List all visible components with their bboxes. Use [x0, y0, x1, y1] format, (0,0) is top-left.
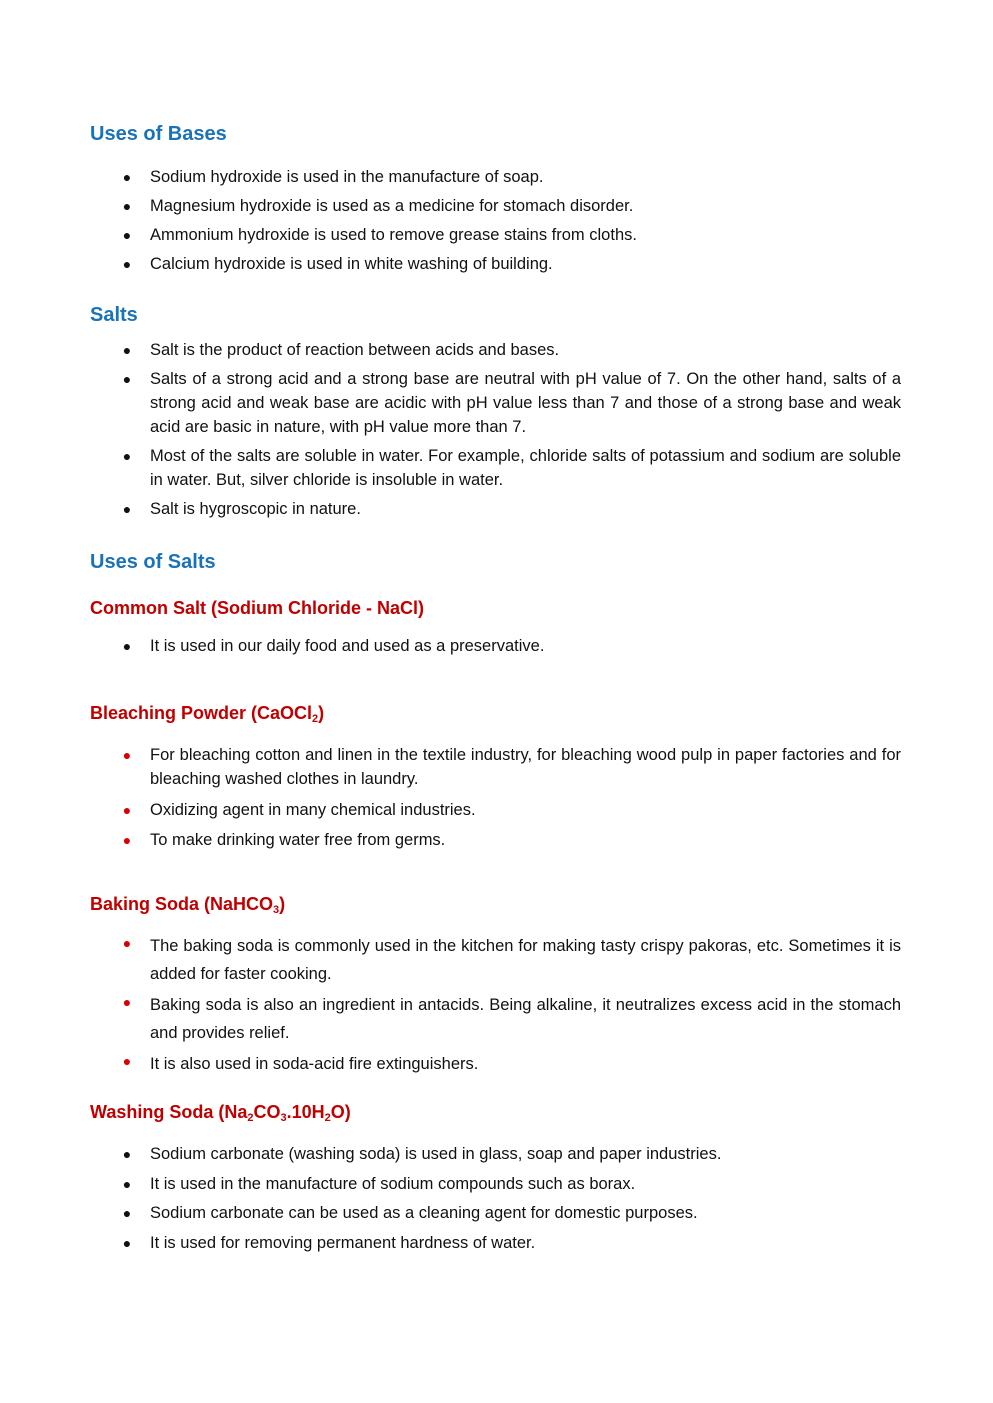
list-item: ● Oxidizing agent in many chemical industries. — [0, 798, 901, 822]
list-item: ● It is used for removing permanent hardness of water. — [0, 1231, 901, 1255]
bullet-icon: ● — [122, 371, 132, 387]
bullet-icon: ● — [122, 1146, 132, 1162]
bullet-icon: ● — [122, 802, 132, 818]
list-item: ● Most of the salts are soluble in water. For example, chloride salts of potassium and sodium are soluble in water. But, silver chloride is insoluble in water. — [0, 444, 901, 492]
list-item: ● Magnesium hydroxide is used as a medicine for stomach disorder. — [0, 194, 901, 218]
bleaching-powder-list — [0, 743, 993, 852]
bullet-icon: ● — [122, 832, 132, 848]
washing-soda-list — [0, 1142, 993, 1255]
common-salt-list — [0, 634, 993, 658]
list-item: ● Baking soda is also an ingredient in antacids. Being alkaline, it neutralizes excess acid in the stomach and provides relief. — [0, 991, 901, 1047]
list-item: ● Salt is hygroscopic in nature. — [0, 497, 901, 521]
list-item: ● Sodium hydroxide is used in the manufacture of soap. — [0, 165, 901, 189]
baking-soda-heading: Baking Soda (NaHCO$_3$) — [90, 894, 286, 916]
bullet-icon: ● — [122, 747, 132, 763]
baking-soda-list — [0, 932, 993, 1078]
uses-of-bases-heading: Uses of Bases — [90, 123, 227, 145]
bullet-icon: ● — [122, 198, 132, 214]
bullet-icon: ● — [122, 256, 132, 272]
bullet-icon: ● — [122, 1205, 132, 1221]
list-item: ● For bleaching cotton and linen in the textile industry, for bleaching wood pulp in paper factories and for bleaching washed clothes in laundry. — [0, 743, 901, 791]
uses-of-bases-list — [0, 165, 993, 276]
list-item: ● Ammonium hydroxide is used to remove grease stains from cloths. — [0, 223, 901, 247]
list-item: ● It is used in the manufacture of sodium compounds such as borax. — [0, 1172, 901, 1196]
list-item: ● It is used in our daily food and used as a preservative. — [0, 634, 901, 658]
salts-list — [0, 338, 993, 521]
list-item: ● Calcium hydroxide is used in white washing of building. — [0, 252, 901, 276]
bullet-icon: ● — [122, 227, 132, 243]
bullet-icon: ● — [122, 994, 132, 1010]
list-item: ● The baking soda is commonly used in the kitchen for making tasty crispy pakoras, etc. Sometimes it is added for faster cooking. — [0, 932, 901, 988]
bullet-icon: ● — [122, 1053, 132, 1069]
list-item: ● Sodium carbonate can be used as a cleaning agent for domestic purposes. — [0, 1201, 901, 1225]
list-item: ● It is also used in soda-acid fire extinguishers. — [0, 1050, 901, 1078]
list-item: ● Sodium carbonate (washing soda) is used in glass, soap and paper industries. — [0, 1142, 901, 1166]
bullet-icon: ● — [122, 342, 132, 358]
bullet-icon: ● — [122, 935, 132, 951]
list-item: ● To make drinking water free from germs. — [0, 828, 901, 852]
bullet-icon: ● — [122, 501, 132, 517]
uses-of-salts-heading: Uses of Salts — [90, 551, 216, 573]
bleaching-powder-heading: Bleaching Powder (CaOCl$_2$) — [90, 703, 325, 725]
bullet-icon: ● — [122, 638, 132, 654]
bullet-icon: ● — [122, 1176, 132, 1192]
bullet-icon: ● — [122, 448, 132, 464]
salts-heading: Salts — [90, 304, 138, 326]
list-item: ● Salts of a strong acid and a strong base are neutral with pH value of 7. On the other hand, salts of a strong acid and weak base are acidic with pH value less than 7 and those of a strong base and weak acid are basic in nature, with pH value more than 7. — [0, 367, 901, 439]
bullet-icon: ● — [122, 169, 132, 185]
common-salt-heading: Common Salt (Sodium Chloride - NaCl) — [90, 598, 425, 618]
washing-soda-heading: Washing Soda $(Na_2CO_3.10H_2O)$ — [90, 1102, 351, 1124]
list-item: ● Salt is the product of reaction between acids and bases. — [0, 338, 901, 362]
bullet-icon: ● — [122, 1235, 132, 1251]
